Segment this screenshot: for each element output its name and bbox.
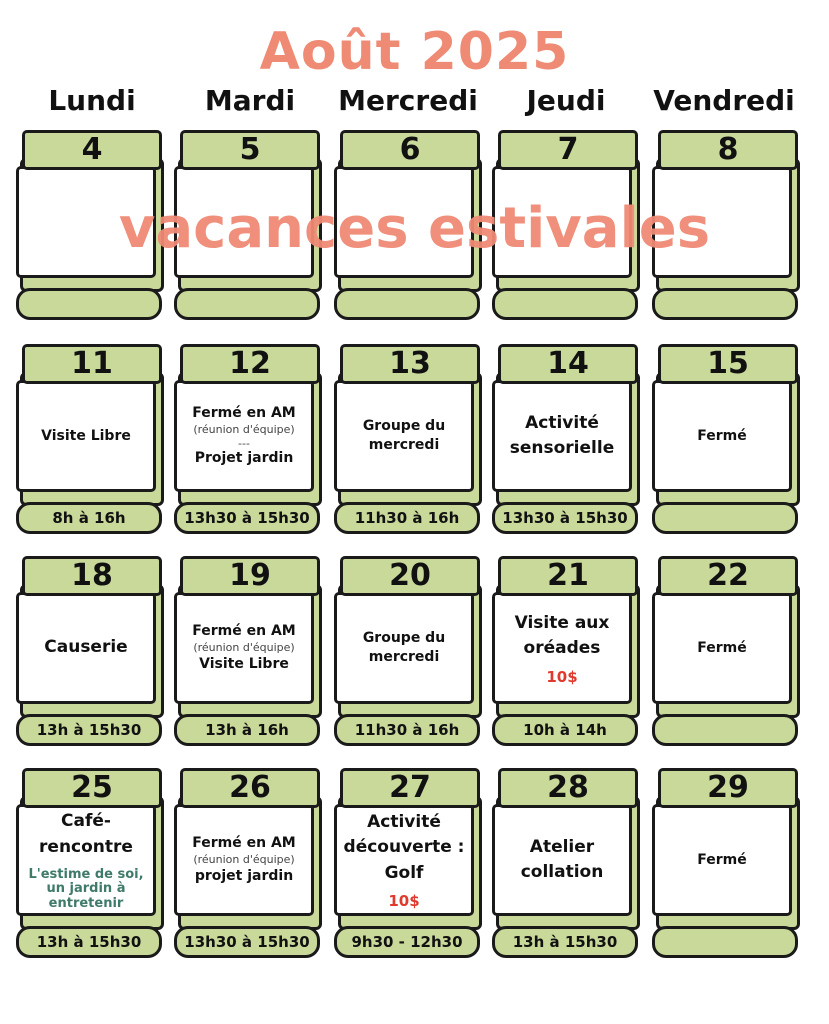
day-number: 4 [22,130,162,170]
time-slot [492,288,638,320]
day-header-tuesday: Mardi [204,84,296,117]
activity-text: Fermé en AM [192,622,296,639]
activity-text: (réunion d'équipe) [193,423,295,437]
activity-text: mercredi [368,437,440,453]
day-number: 7 [498,130,638,170]
calendar-day [490,768,640,958]
activity-text: Café-rencontre [39,811,133,857]
activity-text: Groupe du [362,630,446,647]
day-content [174,380,314,492]
day-number: 15 [658,344,798,384]
time-slot: 13h à 16h [174,714,320,746]
time-slot: 13h à 15h30 [16,714,162,746]
activity-text: --- [238,436,250,450]
day-number: 11 [22,344,162,384]
calendar-day [172,768,322,958]
calendar-day [650,556,800,746]
time-slot [652,714,798,746]
time-slot [652,288,798,320]
day-content [652,804,792,916]
day-number: 28 [498,768,638,808]
activity-text: oréades [523,638,601,658]
activity-text: Activité [367,811,441,832]
day-number: 21 [498,556,638,596]
day-number: 6 [340,130,480,170]
day-number: 14 [498,344,638,384]
day-number: 22 [658,556,798,596]
activity-text: mercredi [368,649,440,665]
day-number: 27 [340,768,480,808]
price-label: 10$ [546,667,578,686]
time-slot [334,288,480,320]
activity-text: Projet jardin [194,449,294,466]
activity-text: Fermé en AM [192,834,296,851]
day-number: 5 [180,130,320,170]
time-slot: 10h à 14h [492,714,638,746]
activity-text: Golf [384,862,424,883]
calendar-day [332,768,482,958]
calendar-day [332,556,482,746]
activity-text: Activité [525,412,599,433]
calendar-day [650,768,800,958]
activity-text: Visite Libre [199,656,289,673]
activity-text: Fermé [697,851,747,868]
time-slot [652,502,798,534]
day-number: 8 [658,130,798,170]
page-title: Août 2025 [259,22,570,82]
day-number: 20 [340,556,480,596]
day-header-friday: Vendredi [653,84,795,117]
day-number: 29 [658,768,798,808]
activity-text: Causerie [44,637,128,658]
activity-text: Atelier [529,836,595,857]
day-content [652,592,792,704]
day-content [16,592,156,704]
day-content [492,804,632,916]
day-content [174,592,314,704]
day-content [492,592,632,704]
time-slot: 13h30 à 15h30 [492,502,638,534]
day-content [334,804,474,916]
calendar-day [490,344,640,534]
day-content [334,380,474,492]
time-slot: 13h30 à 15h30 [174,502,320,534]
calendar-day [14,768,164,958]
day-content [334,592,474,704]
time-slot: 9h30 - 12h30 [334,926,480,958]
activity-text: Fermé [697,427,747,444]
price-label: 10$ [388,892,420,911]
activity-text: découverte : [343,837,465,858]
activity-text: Fermé en AM [192,405,296,422]
calendar-day [172,556,322,746]
day-content [174,804,314,916]
day-header-thursday: Jeudi [526,84,606,117]
day-content [16,380,156,492]
activity-text: projet jardin [194,868,294,885]
activity-text: Visite aux [514,612,610,633]
time-slot [174,288,320,320]
day-number: 13 [340,344,480,384]
day-number: 12 [180,344,320,384]
time-slot: 8h à 16h [16,502,162,534]
calendar-day [650,344,800,534]
time-slot [652,926,798,958]
day-content [652,380,792,492]
day-number: 19 [180,556,320,596]
calendar-day [332,344,482,534]
day-content [16,804,156,916]
calendar-day [14,344,164,534]
day-number: 25 [22,768,162,808]
day-number: 26 [180,768,320,808]
time-slot: 13h à 15h30 [492,926,638,958]
activity-text: sensorielle [509,438,615,458]
activity-text: (réunion d'équipe) [193,640,295,654]
day-content [492,380,632,492]
time-slot [16,288,162,320]
time-slot: 11h30 à 16h [334,502,480,534]
activity-text: (réunion d'équipe) [193,852,295,866]
vacation-banner: vacances estivales [118,196,711,261]
day-number: 18 [22,556,162,596]
calendar-day [14,556,164,746]
time-slot: 11h30 à 16h [334,714,480,746]
activity-text: Visite Libre [41,427,131,444]
calendar-day [490,556,640,746]
activity-text: collation [520,862,604,882]
day-header-wednesday: Mercredi [338,84,478,117]
time-slot: 13h30 à 15h30 [174,926,320,958]
activity-text: Fermé [697,639,747,656]
activity-text: L'estime de soi, un jardin à entretenir [28,867,144,911]
time-slot: 13h à 15h30 [16,926,162,958]
calendar-day [172,344,322,534]
day-header-monday: Lundi [48,84,136,117]
activity-text: Groupe du [362,418,446,435]
